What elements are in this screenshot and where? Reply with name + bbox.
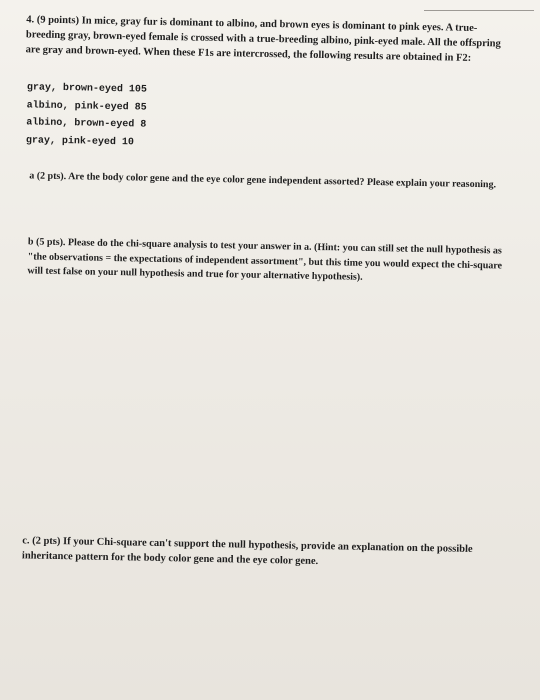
question-c: c. (2 pts) If your Chi-square can't support the null hypothesis, provide an explanation on the possible inheritance pattern for the body color gene and the eye color gene.: [21, 535, 473, 567]
problem-intro-text: 4. (9 points) In mice, gray fur is dominant to albino, and brown eyes is dominant to pink eyes. A true-breeding gray, brown-eyed female is crossed with a true-breeding albino, pink-eyed male. All the offspring are gray and brown-eyed. When these F1s are intercrossed, the following results are obtained in F2:: [25, 14, 501, 64]
result-row-gray-pink: gray, pink-eyed 10: [25, 134, 135, 148]
result-row-albino-pink: albino, pink-eyed 85: [26, 99, 147, 114]
result-row-albino-brown: albino, brown-eyed 8: [26, 117, 147, 131]
question-b: b (5 pts). Please do the chi-square analysis to test your answer in a. (Hint: you can still set the null hypothesis as "the observations = the expectations of independent assortment", but this time you would expect the chi-square will test false on your null hypothesis and true for your alternative hypothesis).: [27, 236, 503, 283]
f2-results-list: [26, 79, 147, 151]
question-a: a (2 pts). Are the body color gene and the eye color gene independent assorted? Please explain your reasoning.: [29, 170, 497, 191]
result-row-gray-brown: gray, brown-eyed 105: [26, 82, 148, 96]
